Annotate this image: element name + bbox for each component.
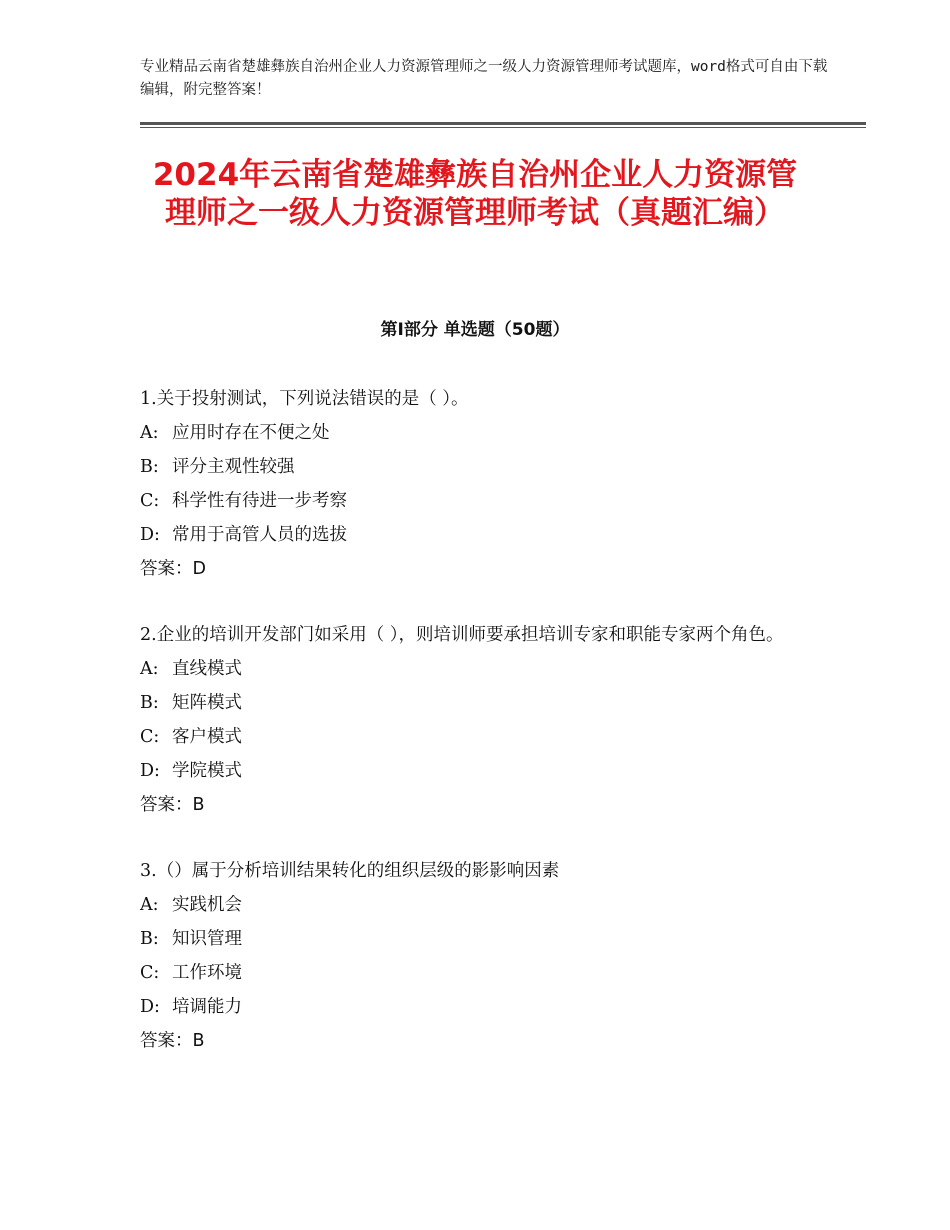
header-divider-thick (140, 122, 866, 125)
option-text: 评分主观性较强 (172, 457, 295, 477)
option-a (140, 416, 820, 450)
option-text: 应用时存在不便之处 (172, 423, 330, 443)
option-letter: B: (140, 929, 159, 949)
answer-line: 答案：B (140, 1031, 205, 1051)
option-letter: A: (140, 659, 159, 679)
option-letter: D: (140, 525, 160, 545)
answer-line: 答案：D (140, 559, 206, 579)
question-stem: 3.（）属于分析培训结果转化的组织层级的影影响因素 (140, 861, 560, 881)
option-text: 科学性有待进一步考察 (172, 491, 347, 511)
document-title: 2024年云南省楚雄彝族自治州企业人力资源管理师之一级人力资源管理师考试（真题汇编） (152, 157, 798, 231)
option-letter: A: (140, 423, 159, 443)
question-1 (140, 382, 820, 586)
option-c (140, 956, 820, 990)
section-heading: 第Ⅰ部分 单选题（50题） (380, 320, 570, 340)
option-letter: D: (140, 761, 160, 781)
header-note: 专业精品云南省楚雄彝族自治州企业人力资源管理师之一级人力资源管理师考试题库，word格式可自由下载编辑，附完整答案！ (140, 59, 828, 98)
option-b (140, 686, 820, 720)
option-text: 客户模式 (172, 727, 242, 747)
option-letter: C: (140, 491, 160, 511)
option-letter: C: (140, 727, 160, 747)
question-3 (140, 854, 820, 1058)
option-d (140, 518, 820, 552)
option-c (140, 720, 820, 754)
option-d (140, 990, 820, 1024)
option-c (140, 484, 820, 518)
option-text: 知识管理 (172, 929, 242, 949)
option-a (140, 652, 820, 686)
option-b (140, 450, 820, 484)
option-d (140, 754, 820, 788)
option-text: 常用于高管人员的选拔 (172, 525, 347, 545)
option-letter: C: (140, 963, 160, 983)
option-b (140, 922, 820, 956)
header-divider-thin (140, 127, 866, 128)
option-text: 工作环境 (172, 963, 242, 983)
question-stem: 1.关于投射测试，下列说法错误的是（ ）。 (140, 389, 469, 409)
option-letter: A: (140, 895, 159, 915)
question-list (140, 382, 820, 1090)
option-text: 学院模式 (172, 761, 242, 781)
answer-line: 答案：B (140, 795, 205, 815)
option-text: 实践机会 (172, 895, 242, 915)
option-a (140, 888, 820, 922)
question-2 (140, 618, 820, 822)
option-letter: B: (140, 693, 159, 713)
option-text: 直线模式 (172, 659, 242, 679)
option-text: 培调能力 (172, 997, 242, 1017)
question-stem: 2.企业的培训开发部门如采用（ ），则培训师要承担培训专家和职能专家两个角色。 (140, 625, 784, 645)
option-letter: B: (140, 457, 159, 477)
option-letter: D: (140, 997, 160, 1017)
option-text: 矩阵模式 (172, 693, 242, 713)
